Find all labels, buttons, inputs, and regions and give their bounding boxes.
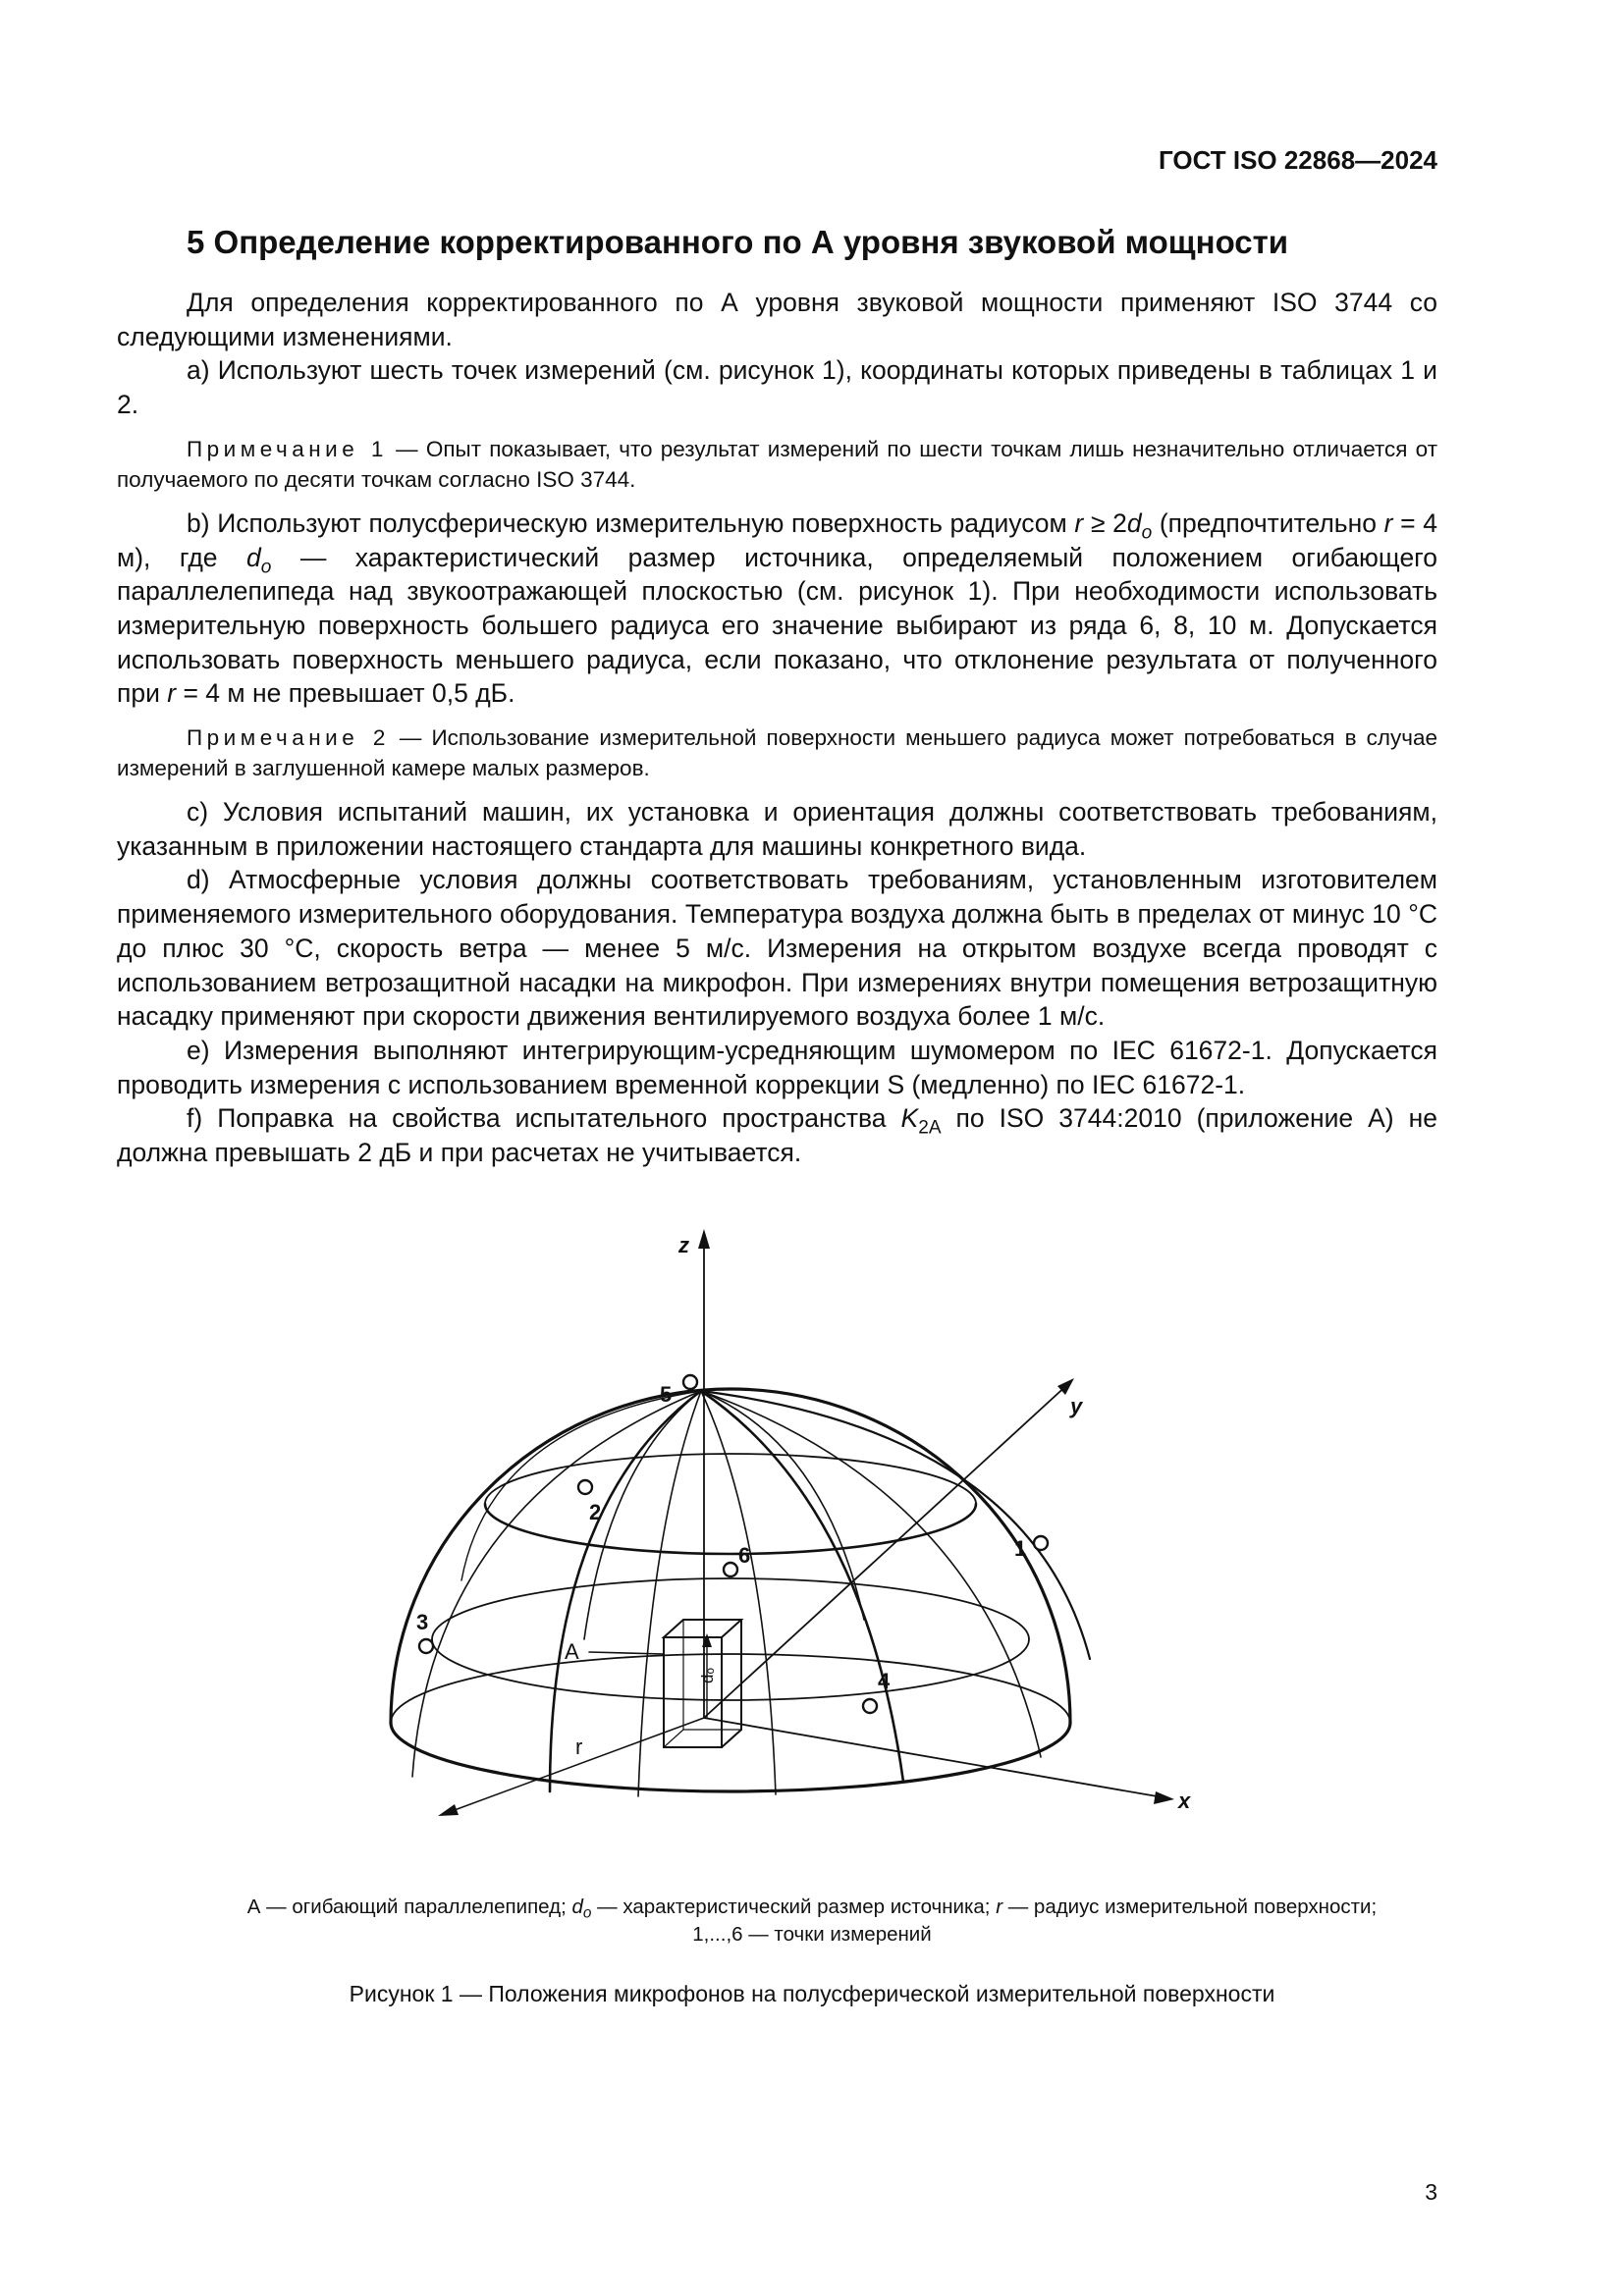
point-4 bbox=[863, 1699, 877, 1713]
point-4-label: 4 bbox=[878, 1669, 891, 1693]
note-1-label: Примечание 1 bbox=[187, 436, 388, 461]
page-number: 3 bbox=[1425, 2179, 1437, 2205]
label-A-leader bbox=[589, 1652, 664, 1654]
radius-arrow-head bbox=[438, 1804, 459, 1816]
meridian-2 bbox=[550, 1391, 701, 1791]
measurement-points bbox=[419, 1375, 1048, 1713]
meridian-4 bbox=[701, 1391, 776, 1794]
point-3 bbox=[419, 1639, 433, 1653]
figure-caption: Рисунок 1 — Положения микрофонов на полусферической измерительной поверхности bbox=[349, 1981, 1275, 2006]
meridian-3 bbox=[638, 1391, 701, 1796]
meridian-1 bbox=[412, 1391, 701, 1777]
paragraph-c: c) Условия испытаний машин, их установка и ориентация должны соответствовать требованиям, указанным в приложении настоящего стандарта для машины конкретного вида. bbox=[117, 797, 1437, 861]
note-2-text: — Использование измерительной поверхности меньшего радиуса может потребоваться в случае измерений в заглушенной камере малых размеров. bbox=[117, 725, 1437, 781]
note-2 bbox=[117, 722, 1437, 783]
axis-x-label: x bbox=[1178, 1789, 1191, 1813]
body-text bbox=[117, 286, 1437, 1170]
point-2 bbox=[578, 1480, 592, 1494]
paragraph-d: d) Атмосферные условия должны соответствовать требованиям, установленным изготовителем применяемого измерительного оборудования. Температура воздуха должна быть в пределах от минус 10 °С до плюс 30 °С, скорость ветра — менее 5 м/с. Измерения на открытом воздухе всегда проводят с использованием ветрозащитной насадки на микрофон. При измерениях внутри помещения ветрозащитную насадку применяют при скорости движения вентилируемого воздуха более 1 м/с. bbox=[117, 865, 1437, 1032]
note-1 bbox=[117, 434, 1437, 495]
latitude-upper-front bbox=[485, 1504, 976, 1554]
point-1-label: 1 bbox=[1014, 1536, 1027, 1561]
point-5-label: 5 bbox=[660, 1382, 673, 1407]
paragraph-intro: Для определения корректированного по А уровня звуковой мощности применяют ISO 3744 со следующими изменениями. bbox=[117, 288, 1437, 351]
x-arrow-head bbox=[1154, 1791, 1174, 1804]
base-ellipse-front bbox=[391, 1723, 1070, 1791]
point-1 bbox=[1034, 1536, 1048, 1550]
latitude-mid-front bbox=[432, 1639, 1029, 1700]
point-6 bbox=[724, 1563, 737, 1576]
axis-y-label: y bbox=[1070, 1394, 1083, 1418]
z-arrow-head bbox=[698, 1229, 710, 1249]
axis-z-label: z bbox=[678, 1233, 689, 1257]
document-code: ГОСТ ISO 22868—2024 bbox=[1158, 145, 1437, 175]
point-3-label: 3 bbox=[416, 1610, 429, 1634]
hemisphere-outline bbox=[391, 1389, 1070, 1723]
point-2-label: 2 bbox=[589, 1500, 602, 1524]
figure-legend bbox=[137, 1894, 1487, 1949]
base-ellipse-back bbox=[391, 1654, 1070, 1723]
note-1-text: — Опыт показывает, что результат измерений по шести точкам лишь незначительно отличается от получаемого по десяти точкам согласно ISO 3744. bbox=[117, 436, 1438, 492]
note-2-label: Примечание 2 bbox=[187, 725, 390, 751]
section-heading: 5 Определение корректированного по А уровня звуковой мощности bbox=[187, 224, 1289, 260]
paragraph-a: a) Используют шесть точек измерений (см. рисунок 1), координаты которых приведены в таблицах 1 и 2. bbox=[117, 355, 1437, 420]
paragraph-f: f) Поправка на свойства испытательного пространства $K_{2A}$ по ISO 3744:2010 (приложение А) не должна превышать 2 дБ и при расчетах не учитывается. bbox=[117, 1103, 1438, 1168]
point-6-label: 6 bbox=[738, 1543, 751, 1568]
radius-line bbox=[444, 1718, 704, 1814]
paragraph-b: b) Используют полусферическую измерительную поверхность радиусом $r \ge 2d_o$ (предпочтительно r = 4 м), где $d_o$ — характеристический размер источника, определяемый положением огибающего параллелепипеда над звукоотражающей плоскостью (см. рисунок 1). При необходимости использовать измерительную поверхность большего радиуса его значение выбирают из ряда 6, 8, 10 м. Допускается использовать поверхность меньшего радиуса, если показано, что отклонение результата от полученного при r = 4 м не превышает 0,5 дБ. bbox=[117, 507, 1438, 709]
paragraph-e: e) Измерения выполняют интегрирующим-усредняющим шумомером по IEC 61672-1. Допускается проводить измерения с использованием временной коррекции S (медленно) по IEC 61672-1. bbox=[117, 1035, 1437, 1099]
latitude-upper-back bbox=[485, 1454, 976, 1504]
hemisphere-figure bbox=[0, 1207, 1624, 1855]
do-label: dₒ bbox=[698, 1668, 717, 1683]
point-5 bbox=[683, 1375, 697, 1389]
box-label-A: A bbox=[565, 1639, 579, 1664]
radius-label: r bbox=[575, 1735, 583, 1759]
legend-line-1: А — огибающий параллелепипед; $d_o$ — характеристический размер источника; r — радиус измерительной поверхности; bbox=[246, 1896, 1378, 1922]
legend-line-2: 1,...,6 — точки измерений bbox=[692, 1923, 932, 1946]
